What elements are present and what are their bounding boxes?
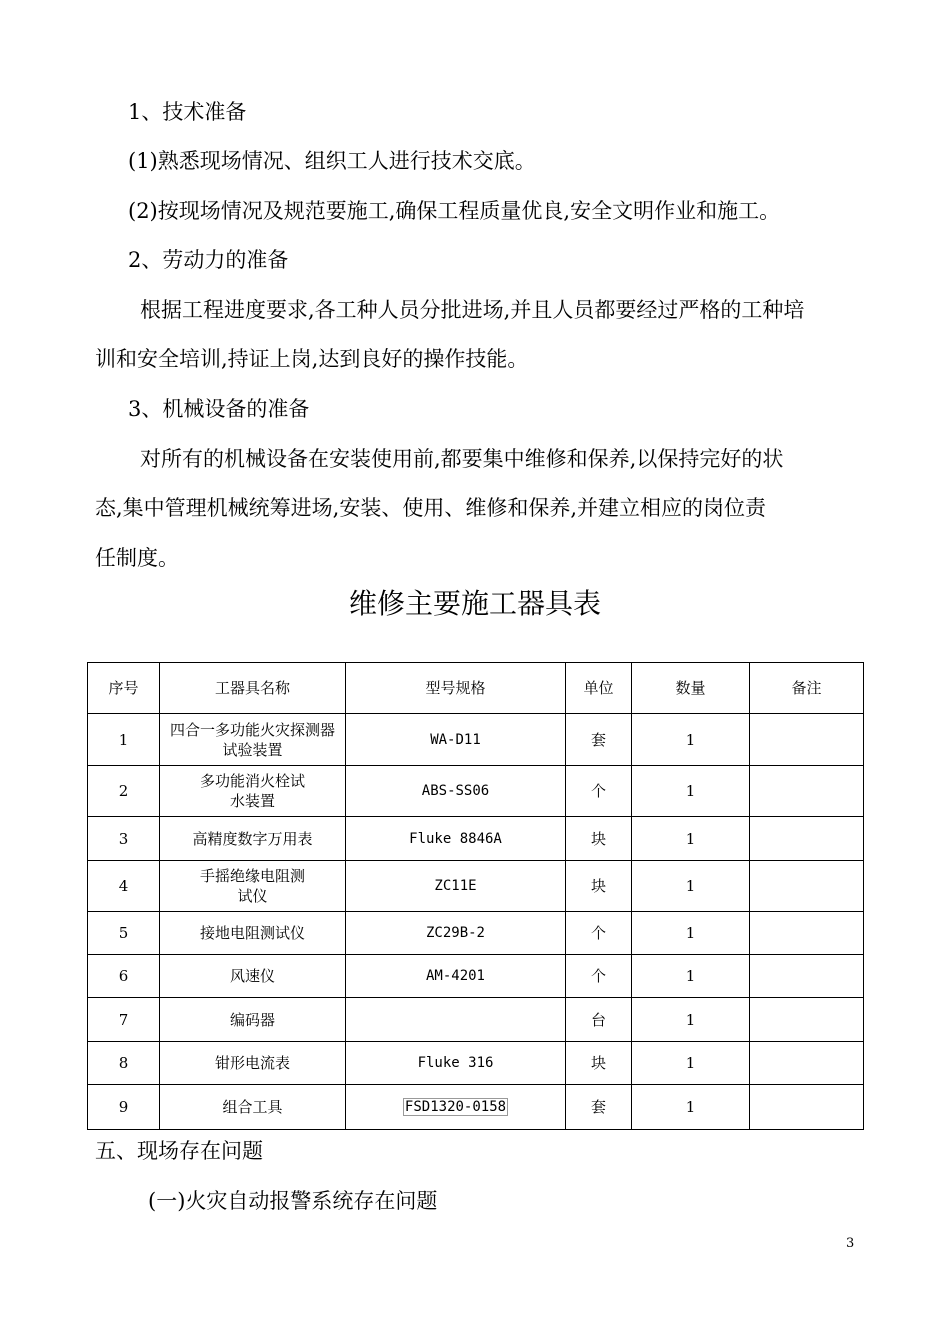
- row-note: [750, 955, 864, 998]
- table-row: [88, 1042, 864, 1085]
- row-note: [750, 861, 864, 912]
- header-cell: 工器具名称: [160, 663, 346, 714]
- row-model-cell: [346, 1085, 566, 1130]
- row-unit: 个: [566, 955, 632, 998]
- row-unit: 个: [566, 766, 632, 817]
- row-name: 四合一多功能火灾探测器试验装置: [160, 714, 346, 766]
- table-row: [88, 998, 864, 1042]
- row-name: 风速仪: [160, 955, 346, 998]
- row-unit: 个: [566, 912, 632, 955]
- paragraph-item-2: (2)按现场情况及规范要施工,确保工程质量优良,安全文明作业和施工。: [128, 199, 781, 223]
- row-name: 手摇绝缘电阻测试仪: [160, 861, 346, 912]
- row-note: [750, 1042, 864, 1085]
- row-note: [750, 998, 864, 1042]
- table-row: [88, 766, 864, 817]
- row-name: 高精度数字万用表: [160, 817, 346, 861]
- row-qty: 1: [632, 817, 750, 861]
- row-unit: 块: [566, 1042, 632, 1085]
- row-no: 1: [88, 714, 160, 766]
- section-heading: 五、现场存在问题: [95, 1139, 263, 1163]
- row-name: 接地电阻测试仪: [160, 912, 346, 955]
- header-cell: 单位: [566, 663, 632, 714]
- header-cell: 型号规格: [346, 663, 566, 714]
- row-note: [750, 714, 864, 766]
- header-cell: 备注: [750, 663, 864, 714]
- table-title: 维修主要施工器具表: [348, 587, 601, 620]
- row-qty: 1: [632, 998, 750, 1042]
- row-model: ZC11E: [346, 861, 566, 912]
- row-note: [750, 817, 864, 861]
- row-unit: 块: [566, 817, 632, 861]
- row-model: Fluke 316: [346, 1042, 566, 1085]
- tools-table: [87, 662, 864, 1130]
- row-no: 4: [88, 861, 160, 912]
- row-name: 组合工具: [160, 1085, 346, 1130]
- table-row: [88, 817, 864, 861]
- row-note: [750, 766, 864, 817]
- row-no: 9: [88, 1085, 160, 1130]
- row-qty: 1: [632, 955, 750, 998]
- header-cell: 序号: [88, 663, 160, 714]
- row-no: 5: [88, 912, 160, 955]
- table-row: [88, 912, 864, 955]
- table-header-row: [88, 663, 864, 714]
- row-model: FSD1320-0158: [404, 1099, 507, 1115]
- row-model: Fluke 8846A: [346, 817, 566, 861]
- row-name: 多功能消火栓试水装置: [160, 766, 346, 817]
- row-no: 2: [88, 766, 160, 817]
- paragraph-tech-prep: 1、技术准备: [128, 100, 247, 124]
- row-note: [750, 1085, 864, 1130]
- table-row: [88, 861, 864, 912]
- row-model: ZC29B-2: [346, 912, 566, 955]
- row-name: 钳形电流表: [160, 1042, 346, 1085]
- row-qty: 1: [632, 912, 750, 955]
- row-model: WA-D11: [346, 714, 566, 766]
- row-name: 编码器: [160, 998, 346, 1042]
- paragraph-labor-body-2: 训和安全培训,持证上岗,达到良好的操作技能。: [95, 347, 529, 371]
- row-qty: 1: [632, 766, 750, 817]
- row-no: 7: [88, 998, 160, 1042]
- row-model: AM-4201: [346, 955, 566, 998]
- paragraph-equipment-body-2: 态,集中管理机械统筹进场,安装、使用、维修和保养,并建立相应的岗位责: [95, 496, 767, 520]
- row-qty: 1: [632, 861, 750, 912]
- row-qty: 1: [632, 1085, 750, 1130]
- row-note: [750, 912, 864, 955]
- table-row: [88, 955, 864, 998]
- paragraph-equipment-body-1: 对所有的机械设备在安装使用前,都要集中维修和保养,以保持完好的状: [140, 447, 784, 471]
- paragraph-labor-prep: 2、劳动力的准备: [128, 248, 289, 272]
- page-number: 3: [846, 1236, 855, 1251]
- row-no: 3: [88, 817, 160, 861]
- row-unit: 块: [566, 861, 632, 912]
- row-no: 8: [88, 1042, 160, 1085]
- table-row: [88, 714, 864, 766]
- row-no: 6: [88, 955, 160, 998]
- row-unit: 台: [566, 998, 632, 1042]
- row-unit: 套: [566, 1085, 632, 1130]
- row-qty: 1: [632, 714, 750, 766]
- row-unit: 套: [566, 714, 632, 766]
- paragraph-equipment-body-3: 任制度。: [95, 546, 179, 570]
- row-model: ABS-SS06: [346, 766, 566, 817]
- header-cell: 数量: [632, 663, 750, 714]
- row-qty: 1: [632, 1042, 750, 1085]
- paragraph-labor-body-1: 根据工程进度要求,各工种人员分批进场,并且人员都要经过严格的工种培: [140, 298, 805, 322]
- paragraph-item-1: (1)熟悉现场情况、组织工人进行技术交底。: [128, 149, 536, 173]
- table-row: [88, 1085, 864, 1130]
- section-subheading: (一)火灾自动报警系统存在问题: [148, 1189, 438, 1213]
- paragraph-equipment-prep: 3、机械设备的准备: [128, 397, 310, 421]
- row-model: [346, 998, 566, 1042]
